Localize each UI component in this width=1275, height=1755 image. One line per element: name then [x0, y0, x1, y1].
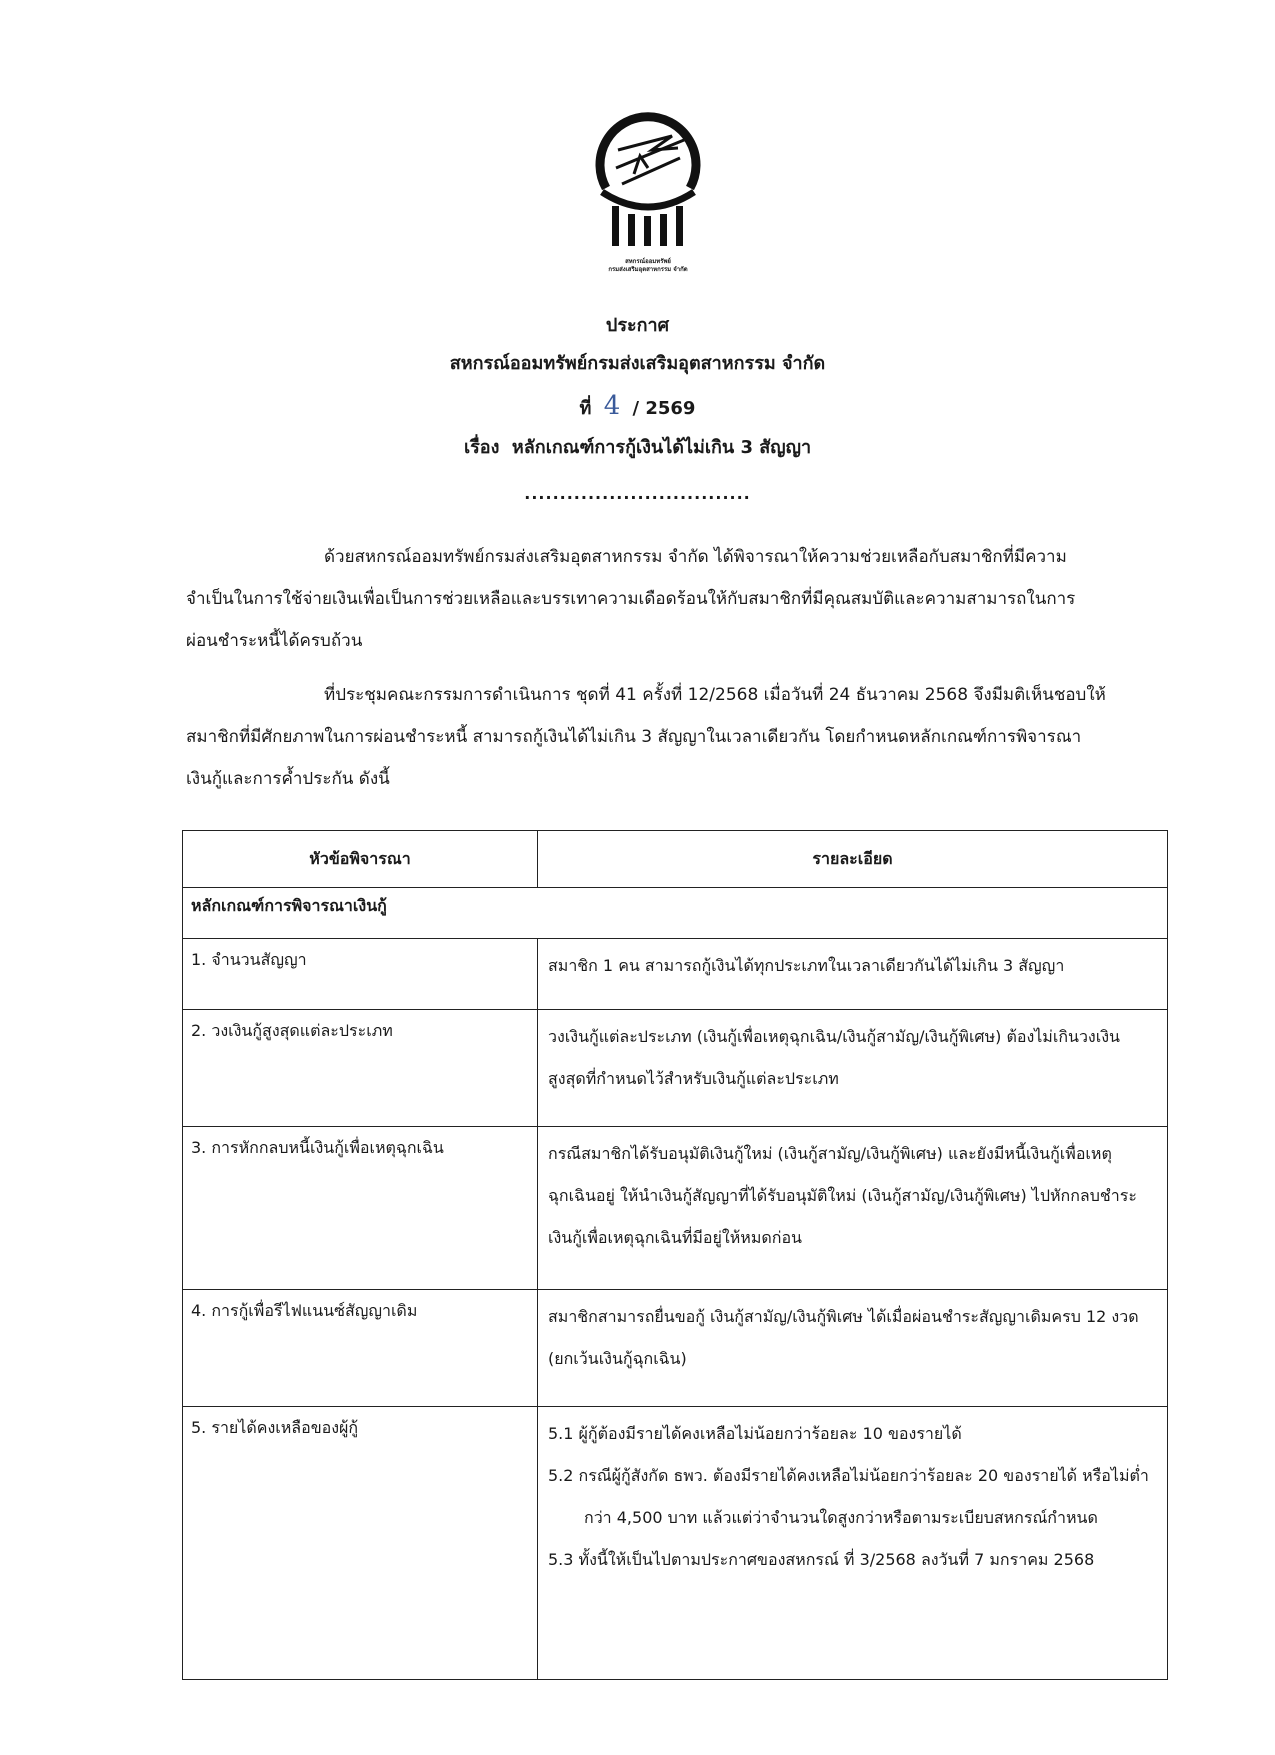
organization-name: สหกรณ์ออมทรัพย์กรมส่งเสริมอุตสาหกรรม จำกัด [449, 353, 826, 374]
intro-text: ด้วยสหกรณ์ออมทรัพย์กรมส่งเสริมอุตสาหกรรม จำกัด ได้พิจารณาให้ความช่วยเหลือกับสมาชิกที่มีความจำเป็นในการใช้จ่ายเงินเพื่อเป็นการช่วยเหลือและบรรเทาความเดือดร้อนให้กับสมาชิกที่มีคุณสมบัติและความสามารถในการผ่อนชำระหนี้ได้ครบถ้วน [186, 547, 1076, 651]
table-row [183, 1127, 1168, 1290]
announcement-title: ประกาศ [605, 315, 670, 336]
cooperative-logo [588, 110, 708, 290]
row-topic: 4. การกู้เพื่อรีไฟแนนซ์สัญญาเดิม [183, 1290, 538, 1407]
header-divider: ................................ [524, 484, 751, 503]
row-topic: 3. การหักกลบหนี้เงินกู้เพื่อเหตุฉุกเฉิน [183, 1127, 538, 1290]
row-detail: สมาชิกสามารถยื่นขอกู้ เงินกู้สามัญ/เงินกู้พิเศษ ได้เมื่อผ่อนชำระสัญญาเดิมครบ 12 งวด (ยกเว้นเงินกู้ฉุกเฉิน) [538, 1290, 1168, 1407]
resolution-text: ที่ประชุมคณะกรรมการดำเนินการ ชุดที่ 41 ครั้งที่ 12/2568 เมื่อวันที่ 24 ธันวาคม 2568 จึงมีมติเห็นชอบให้สมาชิกที่มีศักยภาพในการผ่อนชำระหนี้ สามารถกู้เงินได้ไม่เกิน 3 สัญญาในเวลาเดียวกัน โดยกำหนดหลักเกณฑ์การพิจารณาเงินกู้และการค้ำประกัน ดังนี้ [186, 685, 1106, 789]
table-row [183, 1010, 1168, 1127]
logo-caption-line2: กรมส่งเสริมอุตสาหกรรม จำกัด [608, 266, 688, 273]
row-topic: 1. จำนวนสัญญา [183, 939, 538, 1010]
table-row [183, 939, 1168, 1010]
criteria-table [182, 830, 1168, 1680]
announcement-subject [0, 434, 1275, 462]
resolution-paragraph [186, 674, 1106, 800]
detail-sub-item: 5.3 ทั้งนี้ให้เป็นไปตามประกาศของสหกรณ์ ที่ 3/2568 ลงวันที่ 7 มกราคม 2568 [548, 1550, 1095, 1569]
logo-caption-line1: สหกรณ์ออมทรัพย์ [625, 258, 671, 265]
column-header-topic: หัวข้อพิจารณา [183, 831, 538, 888]
table-row [183, 1290, 1168, 1407]
number-suffix: / 2569 [632, 398, 696, 419]
table-section-row [183, 888, 1168, 939]
row-detail: สมาชิก 1 คน สามารถกู้เงินได้ทุกประเภทในเวลาเดียวกันได้ไม่เกิน 3 สัญญา [538, 939, 1168, 1010]
section-title: หลักเกณฑ์การพิจารณาเงินกู้ [183, 888, 1168, 939]
subject-label: เรื่อง [463, 437, 500, 458]
table-header-row [183, 831, 1168, 888]
subject-text: หลักเกณฑ์การกู้เงินได้ไม่เกิน 3 สัญญา [511, 437, 812, 458]
detail-sub-item: 5.2 กรณีผู้กู้สังกัด ธพว. ต้องมีรายได้คงเหลือไม่น้อยกว่าร้อยละ 20 ของรายได้ หรือไม่ต่ำกว่า 4,500 บาท แล้วแต่ว่าจำนวนใดสูงกว่าหรือตามระเบียบสหกรณ์กำหนด [548, 1466, 1149, 1527]
row-topic: 5. รายได้คงเหลือของผู้กู้ [183, 1407, 538, 1680]
logo-emblem-icon [588, 110, 708, 260]
row-topic: 2. วงเงินกู้สูงสุดแต่ละประเภท [183, 1010, 538, 1127]
row-detail: วงเงินกู้แต่ละประเภท (เงินกู้เพื่อเหตุฉุกเฉิน/เงินกู้สามัญ/เงินกู้พิเศษ) ต้องไม่เกินวงเงินสูงสุดที่กำหนดไว้สำหรับเงินกู้แต่ละประเภท [538, 1010, 1168, 1127]
row-detail-list [538, 1407, 1168, 1680]
table-row [183, 1407, 1168, 1680]
row-detail: กรณีสมาชิกได้รับอนุมัติเงินกู้ใหม่ (เงินกู้สามัญ/เงินกู้พิเศษ) และยังมีหนี้เงินกู้เพื่อเหตุฉุกเฉินอยู่ ให้นำเงินกู้สัญญาที่ได้รับอนุมัติใหม่ (เงินกู้สามัญ/เงินกู้พิเศษ) ไปหักกลบชำระเงินกู้เพื่อเหตุฉุกเฉินที่มีอยู่ให้หมดก่อน [538, 1127, 1168, 1290]
number-prefix: ที่ [579, 398, 592, 419]
column-header-detail: รายละเอียด [538, 831, 1168, 888]
detail-sub-item: 5.1 ผู้กู้ต้องมีรายได้คงเหลือไม่น้อยกว่าร้อยละ 10 ของรายได้ [548, 1424, 962, 1443]
announcement-number [0, 392, 1275, 423]
handwritten-number: 4 [603, 391, 621, 421]
intro-paragraph [186, 536, 1106, 662]
